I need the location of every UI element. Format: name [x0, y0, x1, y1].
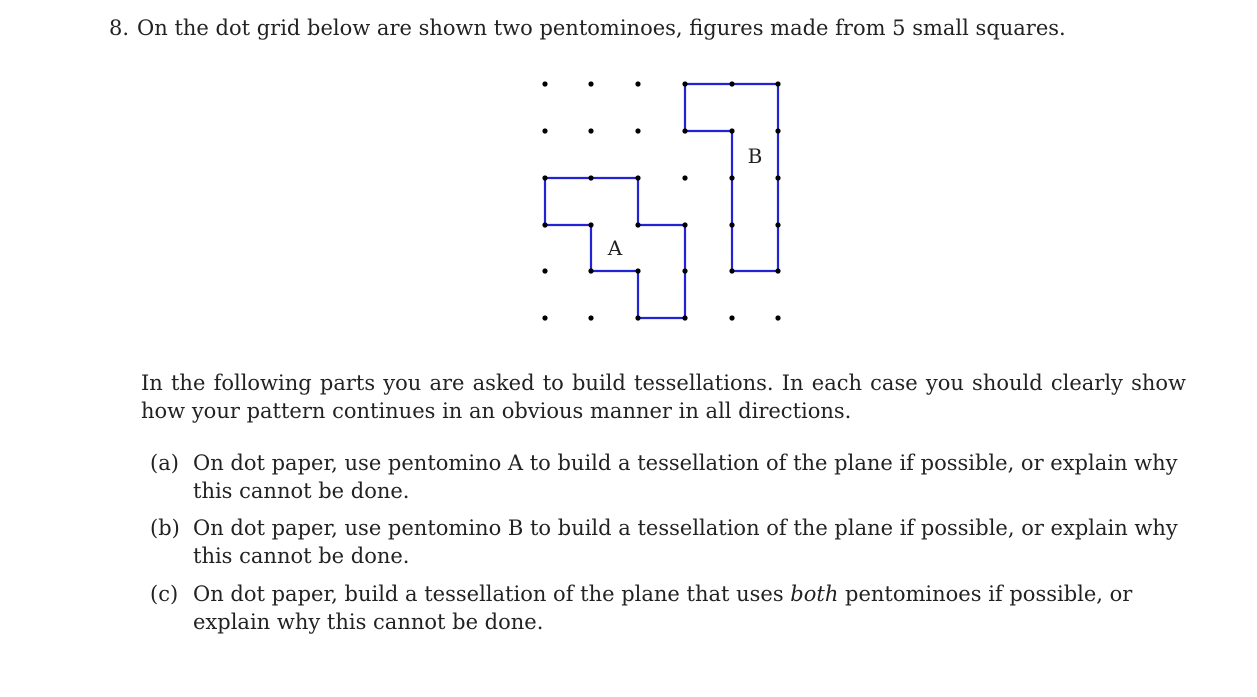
pentomino-figure	[520, 62, 810, 342]
problem-statement	[109, 14, 1219, 42]
grid-dot	[635, 128, 640, 133]
part-b	[150, 514, 1190, 570]
grid-dot	[729, 175, 734, 180]
grid-dot	[682, 315, 687, 320]
grid-dot	[588, 128, 593, 133]
part-c	[150, 580, 1190, 636]
part-b-text: On dot paper, use pentomino B to build a tessellation of the plane if possible, or explain why this cannot be done.	[193, 516, 1178, 568]
grid-dot	[588, 315, 593, 320]
grid-dot	[588, 222, 593, 227]
grid-dot	[775, 81, 780, 86]
grid-dot	[542, 128, 547, 133]
part-c-emphasis: both	[790, 582, 839, 606]
part-a-text: On dot paper, use pentomino A to build a tessellation of the plane if possible, or explain why this cannot be done.	[193, 451, 1178, 503]
grid-dot	[729, 81, 734, 86]
grid-dot	[729, 222, 734, 227]
part-c-label: (c)	[150, 582, 179, 606]
grid-dot	[682, 128, 687, 133]
grid-dot	[682, 222, 687, 227]
grid-dot	[775, 128, 780, 133]
part-b-label: (b)	[150, 516, 180, 540]
grid-dot	[775, 222, 780, 227]
grid-dot	[729, 268, 734, 273]
grid-dot	[542, 268, 547, 273]
part-c-text-after: pentominoes if possible, or explain why this cannot be done.	[193, 582, 1133, 634]
grid-dot	[542, 81, 547, 86]
grid-dot	[635, 268, 640, 273]
grid-dot	[775, 175, 780, 180]
grid-dots	[542, 81, 780, 320]
intro-paragraph: In the following parts you are asked to build tessellations. In each case you should clearly show how your pattern continues in an obvious manner in all directions.	[141, 371, 1186, 423]
grid-dot	[635, 175, 640, 180]
grid-dot	[635, 222, 640, 227]
part-c-text-before: On dot paper, build a tessellation of the plane that uses	[193, 582, 791, 606]
grid-dot	[635, 315, 640, 320]
pentomino-b-label: B	[747, 144, 763, 168]
part-a	[150, 449, 1190, 505]
grid-dot	[682, 175, 687, 180]
grid-dot	[682, 268, 687, 273]
grid-dot	[588, 81, 593, 86]
grid-dot	[775, 315, 780, 320]
grid-dot	[542, 222, 547, 227]
dot-grid-svg	[520, 62, 810, 342]
problem-text: On the dot grid below are shown two pentominoes, figures made from 5 small squares.	[137, 16, 1066, 40]
part-a-label: (a)	[150, 451, 179, 475]
grid-dot	[588, 175, 593, 180]
grid-dot	[588, 268, 593, 273]
grid-dot	[729, 315, 734, 320]
grid-dot	[542, 315, 547, 320]
grid-dot	[682, 81, 687, 86]
grid-dot	[775, 268, 780, 273]
grid-dot	[729, 128, 734, 133]
pentomino-a-label: A	[607, 236, 623, 260]
grid-dot	[635, 81, 640, 86]
problem-number: 8.	[109, 16, 130, 40]
grid-dot	[542, 175, 547, 180]
part-c-text	[193, 580, 1190, 636]
